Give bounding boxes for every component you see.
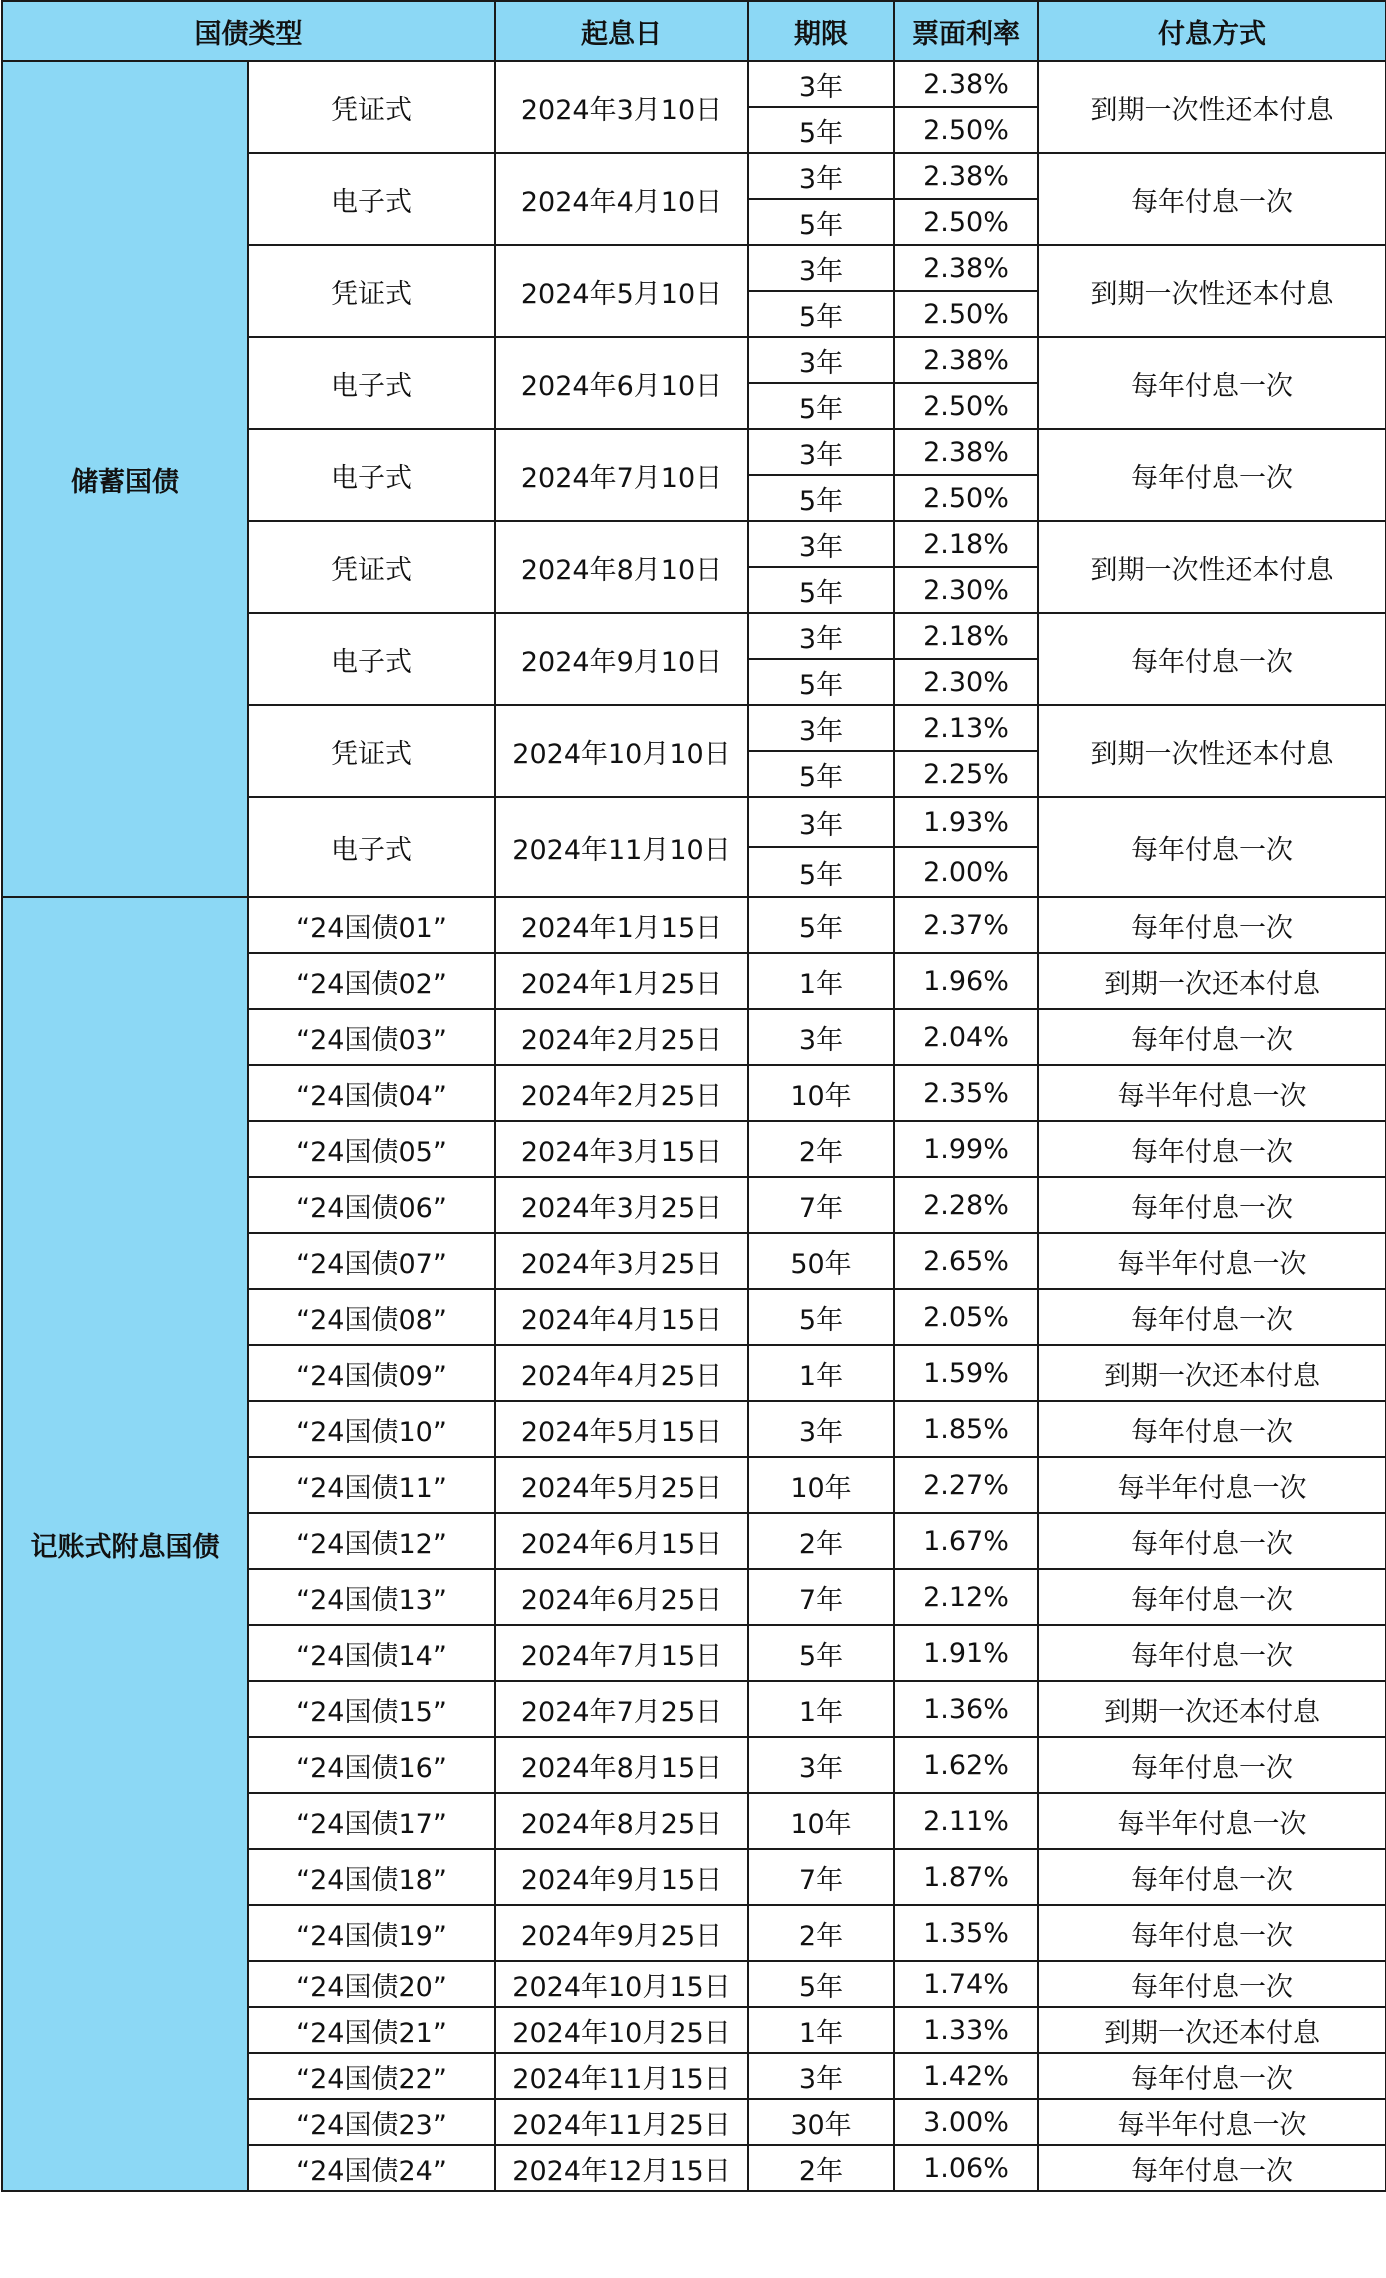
- payment-method: 每年付息一次: [1038, 1905, 1386, 1961]
- coupon-rate: 2.37%: [894, 897, 1038, 953]
- value-date: 2024年3月25日: [495, 1233, 748, 1289]
- term: 7年: [748, 1569, 894, 1625]
- payment-method: 每半年付息一次: [1038, 1457, 1386, 1513]
- term: 3年: [748, 2053, 894, 2099]
- term: 5年: [748, 567, 894, 613]
- coupon-rate: 1.93%: [894, 797, 1038, 847]
- payment-method: 每年付息一次: [1038, 1289, 1386, 1345]
- bond-name: “24国债15”: [248, 1681, 495, 1737]
- bond-form: 电子式: [248, 613, 495, 705]
- coupon-rate: 2.50%: [894, 383, 1038, 429]
- coupon-rate: 2.38%: [894, 245, 1038, 291]
- coupon-rate: 2.05%: [894, 1289, 1038, 1345]
- bond-name: “24国债18”: [248, 1849, 495, 1905]
- value-date: 2024年6月25日: [495, 1569, 748, 1625]
- value-date: 2024年11月15日: [495, 2053, 748, 2099]
- bond-form: 电子式: [248, 797, 495, 897]
- coupon-rate: 2.38%: [894, 337, 1038, 383]
- header-row: [2, 1, 1386, 61]
- bond-name: “24国债06”: [248, 1177, 495, 1233]
- term: 3年: [748, 1737, 894, 1793]
- value-date: 2024年5月15日: [495, 1401, 748, 1457]
- bond-table: [1, 0, 1386, 2192]
- bond-name: “24国债11”: [248, 1457, 495, 1513]
- term: 3年: [748, 797, 894, 847]
- value-date: 2024年8月25日: [495, 1793, 748, 1849]
- payment-method: 每年付息一次: [1038, 1625, 1386, 1681]
- term: 5年: [748, 751, 894, 797]
- coupon-rate: 2.38%: [894, 429, 1038, 475]
- value-date: 2024年8月10日: [495, 521, 748, 613]
- payment-method: 每年付息一次: [1038, 613, 1386, 705]
- category-book-entry-bonds: 记账式附息国债: [2, 897, 248, 2191]
- bond-name: “24国债23”: [248, 2099, 495, 2145]
- bond-name: “24国债13”: [248, 1569, 495, 1625]
- header-term: 期限: [748, 1, 894, 61]
- table-row: [2, 897, 1386, 953]
- term: 5年: [748, 1289, 894, 1345]
- coupon-rate: 1.91%: [894, 1625, 1038, 1681]
- payment-method: 每年付息一次: [1038, 1177, 1386, 1233]
- payment-method: 每年付息一次: [1038, 797, 1386, 897]
- payment-method: 每年付息一次: [1038, 1569, 1386, 1625]
- value-date: 2024年6月15日: [495, 1513, 748, 1569]
- coupon-rate: 1.85%: [894, 1401, 1038, 1457]
- bond-name: “24国债17”: [248, 1793, 495, 1849]
- term: 2年: [748, 1513, 894, 1569]
- coupon-rate: 1.36%: [894, 1681, 1038, 1737]
- header-bond-type: 国债类型: [2, 1, 495, 61]
- payment-method: 每年付息一次: [1038, 1401, 1386, 1457]
- term: 10年: [748, 1793, 894, 1849]
- bond-name: “24国债04”: [248, 1065, 495, 1121]
- value-date: 2024年2月25日: [495, 1065, 748, 1121]
- coupon-rate: 1.74%: [894, 1961, 1038, 2007]
- term: 3年: [748, 613, 894, 659]
- coupon-rate: 1.59%: [894, 1345, 1038, 1401]
- value-date: 2024年6月10日: [495, 337, 748, 429]
- header-value-date: 起息日: [495, 1, 748, 61]
- value-date: 2024年1月25日: [495, 953, 748, 1009]
- coupon-rate: 2.18%: [894, 613, 1038, 659]
- payment-method: 到期一次性还本付息: [1038, 61, 1386, 153]
- table-row: [2, 61, 1386, 107]
- value-date: 2024年1月15日: [495, 897, 748, 953]
- value-date: 2024年7月15日: [495, 1625, 748, 1681]
- value-date: 2024年7月10日: [495, 429, 748, 521]
- coupon-rate: 2.38%: [894, 61, 1038, 107]
- payment-method: 每年付息一次: [1038, 2053, 1386, 2099]
- term: 5年: [748, 475, 894, 521]
- coupon-rate: 1.67%: [894, 1513, 1038, 1569]
- term: 5年: [748, 1961, 894, 2007]
- bond-name: “24国债16”: [248, 1737, 495, 1793]
- payment-method: 到期一次性还本付息: [1038, 521, 1386, 613]
- term: 2年: [748, 1905, 894, 1961]
- coupon-rate: 1.96%: [894, 953, 1038, 1009]
- term: 1年: [748, 2007, 894, 2053]
- bond-form: 凭证式: [248, 705, 495, 797]
- term: 3年: [748, 61, 894, 107]
- coupon-rate: 3.00%: [894, 2099, 1038, 2145]
- term: 30年: [748, 2099, 894, 2145]
- value-date: 2024年10月10日: [495, 705, 748, 797]
- value-date: 2024年10月15日: [495, 1961, 748, 2007]
- term: 2年: [748, 2145, 894, 2191]
- payment-method: 每半年付息一次: [1038, 1233, 1386, 1289]
- bond-name: “24国债08”: [248, 1289, 495, 1345]
- value-date: 2024年8月15日: [495, 1737, 748, 1793]
- value-date: 2024年5月25日: [495, 1457, 748, 1513]
- term: 3年: [748, 245, 894, 291]
- coupon-rate: 1.06%: [894, 2145, 1038, 2191]
- bond-name: “24国债09”: [248, 1345, 495, 1401]
- term: 5年: [748, 291, 894, 337]
- term: 7年: [748, 1849, 894, 1905]
- bond-name: “24国债03”: [248, 1009, 495, 1065]
- coupon-rate: 1.87%: [894, 1849, 1038, 1905]
- payment-method: 每年付息一次: [1038, 1009, 1386, 1065]
- term: 5年: [748, 383, 894, 429]
- payment-method: 每半年付息一次: [1038, 1065, 1386, 1121]
- term: 2年: [748, 1121, 894, 1177]
- term: 5年: [748, 1625, 894, 1681]
- payment-method: 每年付息一次: [1038, 337, 1386, 429]
- coupon-rate: 2.50%: [894, 199, 1038, 245]
- payment-method: 到期一次还本付息: [1038, 953, 1386, 1009]
- value-date: 2024年9月15日: [495, 1849, 748, 1905]
- term: 3年: [748, 521, 894, 567]
- payment-method: 每年付息一次: [1038, 1737, 1386, 1793]
- value-date: 2024年2月25日: [495, 1009, 748, 1065]
- bond-form: 凭证式: [248, 61, 495, 153]
- bond-name: “24国债05”: [248, 1121, 495, 1177]
- coupon-rate: 2.25%: [894, 751, 1038, 797]
- value-date: 2024年7月25日: [495, 1681, 748, 1737]
- header-coupon-rate: 票面利率: [894, 1, 1038, 61]
- value-date: 2024年12月15日: [495, 2145, 748, 2191]
- coupon-rate: 1.62%: [894, 1737, 1038, 1793]
- coupon-rate: 2.27%: [894, 1457, 1038, 1513]
- value-date: 2024年3月25日: [495, 1177, 748, 1233]
- term: 5年: [748, 897, 894, 953]
- coupon-rate: 1.99%: [894, 1121, 1038, 1177]
- coupon-rate: 2.12%: [894, 1569, 1038, 1625]
- payment-method: 每年付息一次: [1038, 1513, 1386, 1569]
- value-date: 2024年11月10日: [495, 797, 748, 897]
- bond-form: 凭证式: [248, 245, 495, 337]
- category-savings-bonds: 储蓄国债: [2, 61, 248, 897]
- term: 5年: [748, 107, 894, 153]
- bond-form: 凭证式: [248, 521, 495, 613]
- coupon-rate: 2.50%: [894, 475, 1038, 521]
- bond-name: “24国债01”: [248, 897, 495, 953]
- bond-name: “24国债21”: [248, 2007, 495, 2053]
- header-payment-method: 付息方式: [1038, 1, 1386, 61]
- payment-method: 每年付息一次: [1038, 1849, 1386, 1905]
- term: 7年: [748, 1177, 894, 1233]
- term: 3年: [748, 1401, 894, 1457]
- value-date: 2024年9月10日: [495, 613, 748, 705]
- bond-form: 电子式: [248, 429, 495, 521]
- payment-method: 每年付息一次: [1038, 1961, 1386, 2007]
- payment-method: 每半年付息一次: [1038, 2099, 1386, 2145]
- term: 5年: [748, 847, 894, 897]
- payment-method: 每年付息一次: [1038, 153, 1386, 245]
- term: 3年: [748, 153, 894, 199]
- value-date: 2024年9月25日: [495, 1905, 748, 1961]
- term: 10年: [748, 1065, 894, 1121]
- bond-name: “24国债12”: [248, 1513, 495, 1569]
- payment-method: 到期一次还本付息: [1038, 1681, 1386, 1737]
- coupon-rate: 1.42%: [894, 2053, 1038, 2099]
- bond-name: “24国债07”: [248, 1233, 495, 1289]
- payment-method: 到期一次性还本付息: [1038, 705, 1386, 797]
- value-date: 2024年3月10日: [495, 61, 748, 153]
- coupon-rate: 2.11%: [894, 1793, 1038, 1849]
- coupon-rate: 2.28%: [894, 1177, 1038, 1233]
- value-date: 2024年5月10日: [495, 245, 748, 337]
- term: 3年: [748, 1009, 894, 1065]
- value-date: 2024年4月15日: [495, 1289, 748, 1345]
- payment-method: 到期一次还本付息: [1038, 1345, 1386, 1401]
- bond-name: “24国债10”: [248, 1401, 495, 1457]
- coupon-rate: 1.33%: [894, 2007, 1038, 2053]
- coupon-rate: 2.30%: [894, 659, 1038, 705]
- bond-name: “24国债14”: [248, 1625, 495, 1681]
- coupon-rate: 2.35%: [894, 1065, 1038, 1121]
- bond-name: “24国债02”: [248, 953, 495, 1009]
- coupon-rate: 2.04%: [894, 1009, 1038, 1065]
- coupon-rate: 2.50%: [894, 291, 1038, 337]
- bond-name: “24国债24”: [248, 2145, 495, 2191]
- coupon-rate: 2.65%: [894, 1233, 1038, 1289]
- term: 1年: [748, 1681, 894, 1737]
- value-date: 2024年11月25日: [495, 2099, 748, 2145]
- coupon-rate: 2.38%: [894, 153, 1038, 199]
- coupon-rate: 2.00%: [894, 847, 1038, 897]
- bond-name: “24国债19”: [248, 1905, 495, 1961]
- bond-form: 电子式: [248, 153, 495, 245]
- bond-name: “24国债20”: [248, 1961, 495, 2007]
- value-date: 2024年4月10日: [495, 153, 748, 245]
- bond-form: 电子式: [248, 337, 495, 429]
- payment-method: 每年付息一次: [1038, 429, 1386, 521]
- term: 1年: [748, 1345, 894, 1401]
- payment-method: 每年付息一次: [1038, 897, 1386, 953]
- term: 5年: [748, 659, 894, 705]
- bond-name: “24国债22”: [248, 2053, 495, 2099]
- term: 50年: [748, 1233, 894, 1289]
- term: 1年: [748, 953, 894, 1009]
- payment-method: 每年付息一次: [1038, 2145, 1386, 2191]
- payment-method: 到期一次还本付息: [1038, 2007, 1386, 2053]
- coupon-rate: 2.30%: [894, 567, 1038, 613]
- term: 5年: [748, 199, 894, 245]
- term: 10年: [748, 1457, 894, 1513]
- term: 3年: [748, 429, 894, 475]
- coupon-rate: 1.35%: [894, 1905, 1038, 1961]
- payment-method: 到期一次性还本付息: [1038, 245, 1386, 337]
- value-date: 2024年4月25日: [495, 1345, 748, 1401]
- term: 3年: [748, 705, 894, 751]
- payment-method: 每年付息一次: [1038, 1121, 1386, 1177]
- term: 3年: [748, 337, 894, 383]
- payment-method: 每半年付息一次: [1038, 1793, 1386, 1849]
- value-date: 2024年10月25日: [495, 2007, 748, 2053]
- coupon-rate: 2.13%: [894, 705, 1038, 751]
- coupon-rate: 2.50%: [894, 107, 1038, 153]
- value-date: 2024年3月15日: [495, 1121, 748, 1177]
- coupon-rate: 2.18%: [894, 521, 1038, 567]
